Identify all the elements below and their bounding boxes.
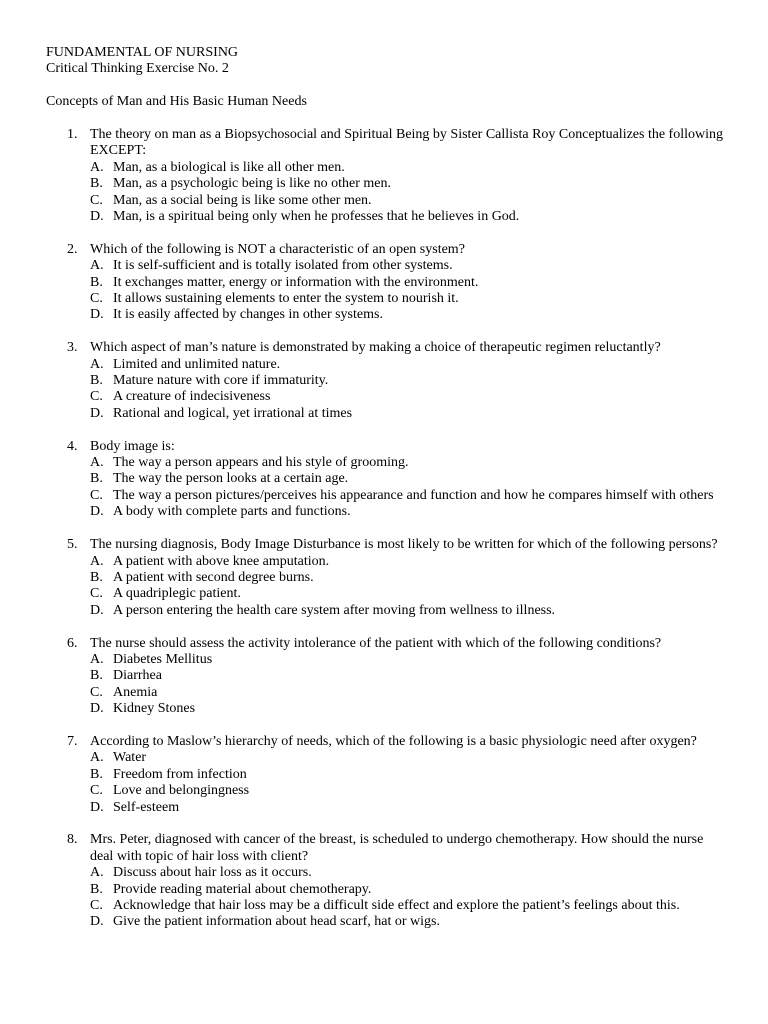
choice-letter: B. — [90, 881, 103, 897]
answer-choice — [90, 406, 728, 422]
question-item — [46, 439, 728, 521]
choice-text: A body with complete parts and functions. — [113, 504, 351, 520]
choice-letter: B. — [90, 176, 103, 192]
choice-list — [90, 455, 728, 521]
exercise-title: Critical Thinking Exercise No. 2 — [46, 61, 229, 77]
choice-letter: B. — [90, 274, 103, 290]
choice-text: A person entering the health care system after moving from wellness to illness. — [113, 602, 556, 618]
answer-choice — [90, 586, 728, 602]
choice-text: Man, as a social being is like some other men. — [113, 192, 372, 208]
choice-list — [90, 652, 728, 718]
choice-letter: A. — [90, 553, 104, 569]
question-item — [46, 636, 728, 718]
answer-choice — [90, 275, 728, 291]
answer-choice — [90, 898, 728, 914]
choice-text: Kidney Stones — [113, 701, 196, 717]
answer-choice — [90, 193, 728, 209]
question-item — [46, 832, 728, 930]
answer-choice — [90, 471, 728, 487]
question-text: Mrs. Peter, diagnosed with cancer of the breast, is scheduled to undergo chemotherapy. How should the nurse deal with topic of hair loss with client? — [90, 832, 704, 864]
choice-letter: D. — [90, 209, 104, 225]
answer-choice — [90, 701, 728, 717]
choice-letter: D. — [90, 504, 104, 520]
choice-letter: B. — [90, 471, 103, 487]
choice-text: Discuss about hair loss as it occurs. — [113, 865, 312, 881]
answer-choice — [90, 882, 728, 898]
choice-list — [90, 160, 728, 226]
choice-letter: D. — [90, 914, 104, 930]
choice-letter: A. — [90, 865, 104, 881]
choice-letter: D. — [90, 799, 104, 815]
answer-choice — [90, 767, 728, 783]
answer-choice — [90, 554, 728, 570]
question-number: 4. — [67, 438, 78, 454]
choice-letter: B. — [90, 668, 103, 684]
answer-choice — [90, 455, 728, 471]
choice-text: Water — [113, 750, 147, 766]
choice-letter: C. — [90, 389, 103, 405]
choice-letter: A. — [90, 159, 104, 175]
answer-choice — [90, 373, 728, 389]
choice-letter: C. — [90, 586, 103, 602]
answer-choice — [90, 258, 728, 274]
question-number: 2. — [67, 241, 78, 257]
question-item — [46, 734, 728, 816]
choice-text: The way a person appears and his style of grooming. — [113, 455, 409, 471]
choice-letter: C. — [90, 897, 103, 913]
answer-choice — [90, 307, 728, 323]
choice-letter: C. — [90, 192, 103, 208]
answer-choice — [90, 603, 728, 619]
subject-title: FUNDAMENTAL OF NURSING — [46, 45, 239, 60]
choice-text: It exchanges matter, energy or information with the environment. — [113, 274, 479, 290]
choice-text: The way a person pictures/perceives his appearance and function and how he compares himself with others — [113, 487, 714, 503]
choice-text: A patient with second degree burns. — [113, 569, 314, 585]
choice-text: Provide reading material about chemotherapy. — [113, 881, 372, 897]
choice-letter: B. — [90, 373, 103, 389]
choice-letter: A. — [90, 651, 104, 667]
choice-list — [90, 357, 728, 423]
answer-choice — [90, 668, 728, 684]
choice-text: It allows sustaining elements to enter the system to nourish it. — [113, 291, 459, 307]
choice-text: Love and belongingness — [113, 783, 250, 799]
answer-choice — [90, 488, 728, 504]
choice-text: Limited and unlimited nature. — [113, 356, 281, 372]
answer-choice — [90, 750, 728, 766]
choice-text: Man, as a biological is like all other men. — [113, 159, 345, 175]
question-item — [46, 127, 728, 225]
choice-text: Mature nature with core if immaturity. — [113, 373, 329, 389]
choice-letter: D. — [90, 701, 104, 717]
answer-choice — [90, 160, 728, 176]
answer-choice — [90, 914, 728, 930]
answer-choice — [90, 389, 728, 405]
choice-text: It is easily affected by changes in other systems. — [113, 307, 383, 323]
question-number: 5. — [67, 537, 78, 553]
question-text: Which of the following is NOT a characteristic of an open system? — [90, 241, 465, 257]
choice-text: A creature of indecisiveness — [113, 389, 271, 405]
answer-choice — [90, 176, 728, 192]
answer-choice — [90, 652, 728, 668]
question-text: The nursing diagnosis, Body Image Disturbance is most likely to be written for which of the following persons? — [90, 537, 718, 553]
choice-text: Man, as a psychologic being is like no other men. — [113, 176, 391, 192]
question-number: 7. — [67, 733, 78, 749]
question-text: Body image is: — [90, 438, 175, 454]
choice-list — [90, 258, 728, 324]
question-item — [46, 537, 728, 619]
answer-choice — [90, 209, 728, 225]
choice-list — [90, 865, 728, 931]
choice-text: Anemia — [113, 684, 158, 700]
choice-letter: C. — [90, 783, 103, 799]
choice-letter: A. — [90, 258, 104, 274]
question-text: According to Maslow’s hierarchy of needs, which of the following is a basic physiologic need after oxygen? — [90, 733, 697, 749]
choice-text: A patient with above knee amputation. — [113, 553, 330, 569]
answer-choice — [90, 783, 728, 799]
question-text: The nurse should assess the activity intolerance of the patient with which of the following conditions? — [90, 635, 662, 651]
answer-choice — [90, 685, 728, 701]
answer-choice — [90, 291, 728, 307]
question-number: 1. — [67, 127, 78, 142]
choice-letter: D. — [90, 602, 104, 618]
choice-text: Freedom from infection — [113, 766, 247, 782]
answer-choice — [90, 865, 728, 881]
question-number: 3. — [67, 340, 78, 356]
choice-text: The way the person looks at a certain age. — [113, 471, 349, 487]
question-list — [46, 127, 728, 931]
choice-text: Give the patient information about head scarf, hat or wigs. — [113, 914, 440, 930]
answer-choice — [90, 504, 728, 520]
question-text: The theory on man as a Biopsychosocial and Spiritual Being by Sister Callista Roy Conceptualizes the following EXCEPT: — [90, 127, 724, 159]
topic-heading: Concepts of Man and His Basic Human Needs — [46, 94, 307, 110]
choice-letter: D. — [90, 307, 104, 323]
choice-list — [90, 554, 728, 620]
choice-text: Man, is a spiritual being only when he professes that he believes in God. — [113, 209, 520, 225]
choice-letter: C. — [90, 487, 103, 503]
choice-text: Acknowledge that hair loss may be a difficult side effect and explore the patient’s feelings about this. — [113, 897, 680, 913]
choice-letter: B. — [90, 569, 103, 585]
choice-letter: A. — [90, 750, 104, 766]
choice-text: A quadriplegic patient. — [113, 586, 241, 602]
answer-choice — [90, 570, 728, 586]
question-item — [46, 242, 728, 324]
choice-letter: A. — [90, 356, 104, 372]
choice-letter: B. — [90, 766, 103, 782]
choice-letter: D. — [90, 405, 104, 421]
choice-list — [90, 750, 728, 816]
answer-choice — [90, 357, 728, 373]
question-text: Which aspect of man’s nature is demonstrated by making a choice of therapeutic regimen reluctantly? — [90, 340, 661, 356]
choice-letter: A. — [90, 455, 104, 471]
choice-text: Diabetes Mellitus — [113, 651, 213, 667]
choice-text: It is self-sufficient and is totally isolated from other systems. — [113, 258, 453, 274]
choice-text: Rational and logical, yet irrational at times — [113, 405, 353, 421]
question-number: 8. — [67, 832, 78, 848]
choice-letter: C. — [90, 684, 103, 700]
choice-letter: C. — [90, 291, 103, 307]
choice-text: Diarrhea — [113, 668, 162, 684]
question-number: 6. — [67, 635, 78, 651]
question-item — [46, 340, 728, 422]
choice-text: Self-esteem — [113, 799, 180, 815]
answer-choice — [90, 800, 728, 816]
